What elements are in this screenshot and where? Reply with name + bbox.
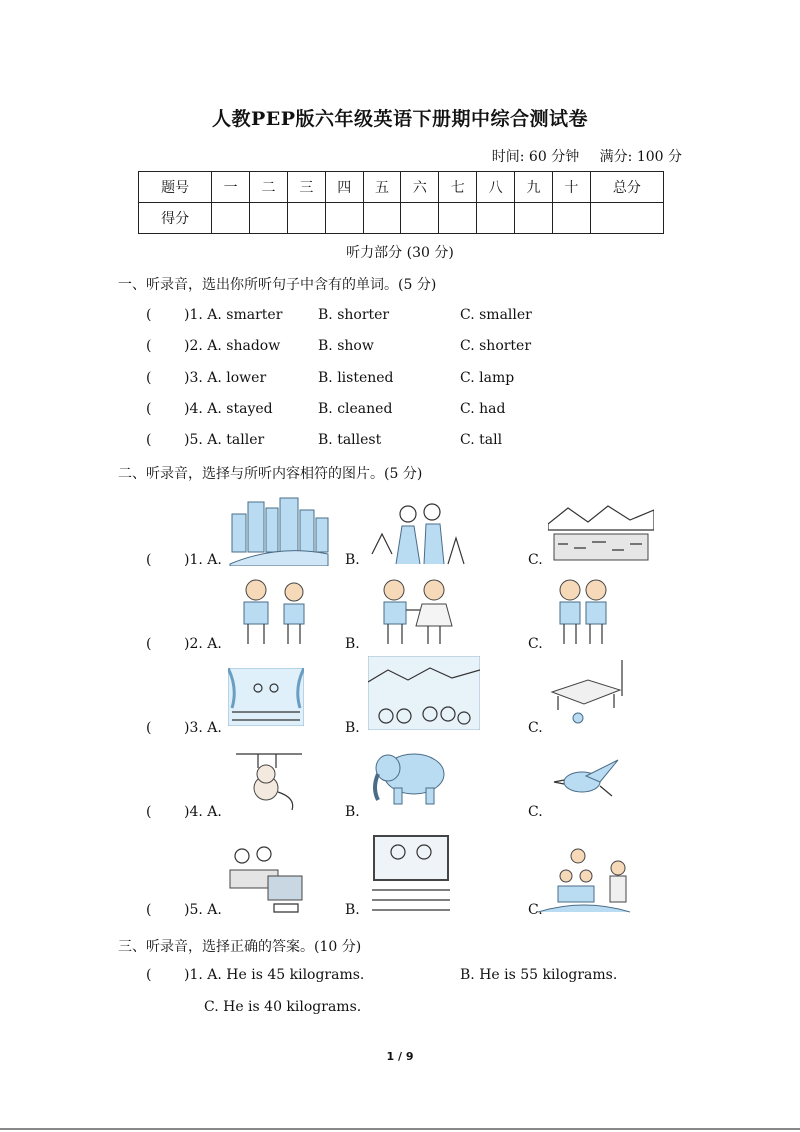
- score-table-header-cell: 三: [287, 172, 325, 203]
- score-cell: [477, 203, 515, 234]
- score-table: [138, 171, 664, 234]
- option-a: )4. A. stayed: [184, 401, 273, 417]
- bottom-rule: [0, 1128, 800, 1130]
- score-table-score-row: [139, 203, 664, 234]
- score-table-header-cell: 十: [552, 172, 590, 203]
- score-table-header-cell: 二: [250, 172, 288, 203]
- option-b: B. listened: [318, 370, 394, 386]
- option-c: C. tall: [460, 432, 503, 448]
- option-c: C.: [528, 636, 543, 652]
- option-a: )1. A. He is 45 kilograms.: [184, 967, 365, 983]
- page-title: 人教PEP版六年级英语下册期中综合测试卷: [211, 108, 589, 130]
- score-cell: [401, 203, 439, 234]
- option-b: B. cleaned: [318, 401, 393, 417]
- option-b: B. tallest: [318, 432, 382, 448]
- answer-paren: (: [146, 338, 152, 354]
- score-table-header-cell: 八: [477, 172, 515, 203]
- answer-paren: (: [146, 720, 152, 736]
- boy-pointing-girl-picture: [376, 576, 456, 648]
- option-b: B.: [345, 804, 360, 820]
- score-cell: [515, 203, 553, 234]
- option-b: B. show: [318, 338, 374, 354]
- answer-paren: (: [146, 307, 152, 323]
- monkey-picture: [236, 748, 302, 812]
- score-table-header-cell: 四: [325, 172, 363, 203]
- score-table-header-cell: 六: [401, 172, 439, 203]
- exam-meta: [476, 146, 682, 166]
- family-photo-picture: [538, 846, 630, 914]
- score-table-header-cell: 题号: [139, 172, 212, 203]
- listening-heading: 听力部分 (30 分): [346, 245, 454, 261]
- option-a: )2. A.: [184, 636, 222, 652]
- option-a: )1. A. smarter: [184, 307, 283, 323]
- score-table-header-cell: 一: [212, 172, 250, 203]
- answer-paren: (: [146, 967, 152, 983]
- two-boys-picture: [554, 576, 612, 648]
- score-table-header-row: [139, 172, 664, 203]
- option-c: C.: [528, 552, 543, 568]
- option-a: )3. A.: [184, 720, 222, 736]
- option-a: )4. A.: [184, 804, 222, 820]
- bird-picture: [552, 756, 624, 804]
- score-cell: [212, 203, 250, 234]
- score-table-header-cell: 五: [363, 172, 401, 203]
- page-number: 1 / 9: [386, 1050, 414, 1063]
- answer-paren: (: [146, 636, 152, 652]
- option-c: C.: [528, 720, 543, 736]
- bike-riding-picture: [368, 656, 480, 730]
- option-c: C. smaller: [460, 307, 532, 323]
- score-cell: [439, 203, 477, 234]
- city-buildings-picture: [228, 494, 330, 566]
- option-a: )3. A. lower: [184, 370, 267, 386]
- option-b: B. shorter: [318, 307, 390, 323]
- option-b: B. He is 55 kilograms.: [460, 967, 618, 983]
- option-c: C. lamp: [460, 370, 515, 386]
- elephant-picture: [370, 748, 450, 808]
- answer-paren: (: [146, 902, 152, 918]
- option-b: B.: [345, 552, 360, 568]
- option-b: B.: [345, 636, 360, 652]
- answer-paren: (: [146, 370, 152, 386]
- score-cell: [363, 203, 401, 234]
- answer-paren: (: [146, 552, 152, 568]
- boy-and-girl-picture: [236, 576, 312, 648]
- answer-paren: (: [146, 432, 152, 448]
- option-a: )1. A.: [184, 552, 222, 568]
- score-table-header-cell: 九: [515, 172, 553, 203]
- option-c: C. He is 40 kilograms.: [204, 999, 362, 1015]
- score-row-label: 得分: [139, 203, 212, 234]
- score-table-header-cell: 总分: [590, 172, 663, 203]
- score-cell: [590, 203, 663, 234]
- score-table-header-cell: 七: [439, 172, 477, 203]
- watching-tv-picture: [228, 840, 306, 914]
- score-cell: [325, 203, 363, 234]
- option-a: )5. A.: [184, 902, 222, 918]
- table-and-lamp-picture: [548, 656, 628, 726]
- answer-paren: (: [146, 804, 152, 820]
- score-cell: [287, 203, 325, 234]
- score-cell: [552, 203, 590, 234]
- stage-show-picture: [228, 668, 304, 726]
- section3-heading: 三、听录音，选择正确的答案。(10 分): [118, 939, 362, 955]
- full-score: 满分: 100 分: [599, 149, 682, 165]
- time-limit: 时间: 60 分钟: [491, 149, 580, 165]
- family-picture: [368, 494, 468, 566]
- option-c: C.: [528, 902, 543, 918]
- section2-heading: 二、听录音，选择与所听内容相符的图片。(5 分): [118, 466, 423, 482]
- option-b: B.: [345, 720, 360, 736]
- option-a: )2. A. shadow: [184, 338, 281, 354]
- option-b: B.: [345, 902, 360, 918]
- option-c: C. had: [460, 401, 506, 417]
- section1-heading: 一、听录音，选出你所听句子中含有的单词。(5 分): [118, 277, 437, 293]
- village-landscape-picture: [548, 500, 654, 566]
- option-c: C.: [528, 804, 543, 820]
- option-a: )5. A. taller: [184, 432, 265, 448]
- score-cell: [250, 203, 288, 234]
- option-c: C. shorter: [460, 338, 532, 354]
- answer-paren: (: [146, 401, 152, 417]
- cinema-picture: [370, 832, 454, 914]
